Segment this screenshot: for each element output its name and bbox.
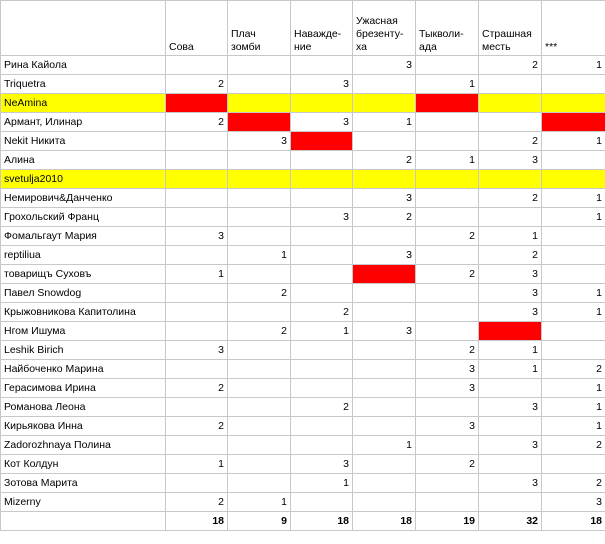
score-cell[interactable]: 2 [166, 113, 228, 132]
table-row [1, 132, 605, 151]
table-row [1, 303, 605, 322]
score-cell[interactable]: 1 [479, 360, 542, 379]
score-cell[interactable] [291, 284, 353, 303]
score-cell[interactable] [291, 189, 353, 208]
score-cell[interactable] [542, 341, 605, 360]
score-cell[interactable] [166, 246, 228, 265]
table-row [1, 170, 605, 189]
score-cell[interactable] [416, 208, 479, 227]
score-cell[interactable]: 2 [479, 132, 542, 151]
score-cell[interactable] [166, 360, 228, 379]
score-cell[interactable] [542, 322, 605, 341]
score-cell[interactable] [291, 170, 353, 189]
score-cell[interactable]: 2 [479, 56, 542, 75]
score-cell[interactable]: 3 [479, 284, 542, 303]
score-cell[interactable] [479, 455, 542, 474]
score-cell[interactable]: 2 [416, 455, 479, 474]
table-row [1, 474, 605, 493]
table-row [1, 75, 605, 94]
participant-name-cell[interactable]: Павел Snowdog [1, 284, 166, 303]
score-cell[interactable]: 1 [542, 417, 605, 436]
score-cell[interactable]: 3 [166, 227, 228, 246]
score-cell[interactable] [166, 303, 228, 322]
header-cell-corner[interactable] [1, 1, 166, 56]
score-cell[interactable] [228, 208, 291, 227]
score-cell[interactable]: 2 [416, 341, 479, 360]
participant-name-cell[interactable]: Крыжовникова Капитолина [1, 303, 166, 322]
score-cell[interactable]: 3 [353, 189, 416, 208]
score-cell[interactable] [166, 94, 228, 113]
score-cell[interactable] [228, 303, 291, 322]
participant-name-cell[interactable]: NeAmina [1, 94, 166, 113]
table-row [1, 151, 605, 170]
score-cell[interactable] [228, 436, 291, 455]
score-cell[interactable]: 3 [228, 132, 291, 151]
score-cell[interactable] [479, 208, 542, 227]
score-cell[interactable] [416, 474, 479, 493]
score-cell[interactable]: 2 [291, 303, 353, 322]
table-row [1, 208, 605, 227]
score-cell[interactable] [291, 379, 353, 398]
score-cell[interactable] [353, 75, 416, 94]
score-cell[interactable] [542, 227, 605, 246]
score-cell[interactable]: 1 [353, 436, 416, 455]
column-header-cell[interactable]: Страшная месть [479, 1, 542, 56]
score-cell[interactable]: 3 [353, 246, 416, 265]
table-row [1, 436, 605, 455]
score-cell[interactable] [228, 170, 291, 189]
score-cell[interactable] [228, 360, 291, 379]
score-cell[interactable] [542, 265, 605, 284]
score-cell[interactable] [228, 94, 291, 113]
table-row [1, 360, 605, 379]
total-cell[interactable]: 18 [291, 512, 353, 531]
score-cell[interactable] [416, 170, 479, 189]
column-header-cell[interactable]: Тыкволи-ада [416, 1, 479, 56]
total-cell[interactable]: 18 [353, 512, 416, 531]
table-row [1, 455, 605, 474]
score-cell[interactable] [479, 493, 542, 512]
participant-name-cell[interactable]: Немирович&Данченко [1, 189, 166, 208]
score-cell[interactable] [542, 75, 605, 94]
score-cell[interactable] [479, 170, 542, 189]
score-cell[interactable]: 3 [353, 322, 416, 341]
column-header-cell[interactable]: Ужасная брезенту-ха [353, 1, 416, 56]
score-cell[interactable] [291, 341, 353, 360]
participant-name-cell[interactable]: Нгом Ишума [1, 322, 166, 341]
table-row [1, 322, 605, 341]
table-row [1, 56, 605, 75]
total-cell[interactable]: 32 [479, 512, 542, 531]
participant-name-cell[interactable]: Романова Леона [1, 398, 166, 417]
score-cell[interactable] [166, 170, 228, 189]
score-cell[interactable]: 3 [291, 75, 353, 94]
table-row [1, 379, 605, 398]
score-cell[interactable] [166, 208, 228, 227]
score-cell[interactable] [166, 56, 228, 75]
participant-name-cell[interactable]: Фомальгаут Мария [1, 227, 166, 246]
score-cell[interactable] [416, 94, 479, 113]
table-row [1, 189, 605, 208]
participant-name-cell[interactable]: Кирьякова Инна [1, 417, 166, 436]
score-cell[interactable] [479, 379, 542, 398]
score-cell[interactable] [416, 436, 479, 455]
score-cell[interactable] [542, 170, 605, 189]
score-cell[interactable]: 3 [416, 379, 479, 398]
score-cell[interactable] [353, 455, 416, 474]
score-cell[interactable] [353, 265, 416, 284]
score-cell[interactable] [166, 322, 228, 341]
score-cell[interactable] [542, 151, 605, 170]
score-cell[interactable] [479, 417, 542, 436]
score-cell[interactable] [479, 94, 542, 113]
table-row [1, 265, 605, 284]
participant-name-cell[interactable]: Зотова Марита [1, 474, 166, 493]
participant-name-cell[interactable]: Найбоченко Марина [1, 360, 166, 379]
column-header-cell[interactable]: *** [542, 1, 605, 56]
score-cell[interactable]: 2 [353, 208, 416, 227]
score-cell[interactable] [479, 322, 542, 341]
score-cell[interactable]: 1 [542, 398, 605, 417]
score-cell[interactable]: 1 [291, 474, 353, 493]
total-cell[interactable]: 9 [228, 512, 291, 531]
score-cell[interactable]: 2 [291, 398, 353, 417]
table-row [1, 113, 605, 132]
score-cell[interactable]: 2 [479, 189, 542, 208]
total-cell[interactable]: 18 [542, 512, 605, 531]
score-cell[interactable] [291, 56, 353, 75]
score-cell[interactable] [353, 398, 416, 417]
score-cell[interactable] [353, 303, 416, 322]
score-cell[interactable]: 3 [291, 455, 353, 474]
score-cell[interactable] [291, 227, 353, 246]
score-cell[interactable]: 1 [542, 56, 605, 75]
score-cell[interactable]: 1 [479, 341, 542, 360]
score-cell[interactable]: 3 [353, 56, 416, 75]
table-row [1, 417, 605, 436]
score-cell[interactable]: 3 [479, 265, 542, 284]
table-row [1, 398, 605, 417]
score-cell[interactable]: 3 [166, 341, 228, 360]
score-cell[interactable]: 1 [291, 322, 353, 341]
score-cell[interactable]: 2 [542, 360, 605, 379]
score-cell[interactable]: 2 [166, 493, 228, 512]
score-cell[interactable]: 3 [416, 417, 479, 436]
score-cell[interactable] [416, 246, 479, 265]
score-cell[interactable]: 2 [166, 75, 228, 94]
score-cell[interactable]: 1 [166, 265, 228, 284]
participant-name-cell[interactable]: Алина [1, 151, 166, 170]
participant-name-cell[interactable]: Triquetra [1, 75, 166, 94]
score-cell[interactable]: 3 [416, 360, 479, 379]
column-header-cell[interactable]: Плач зомби [228, 1, 291, 56]
score-cell[interactable] [291, 265, 353, 284]
participant-name-cell[interactable]: Грохольский Франц [1, 208, 166, 227]
score-cell[interactable] [228, 151, 291, 170]
score-cell[interactable]: 1 [542, 284, 605, 303]
score-cell[interactable] [353, 379, 416, 398]
score-cell[interactable] [353, 284, 416, 303]
participant-name-cell[interactable]: Армант, Илинар [1, 113, 166, 132]
score-cell[interactable] [291, 132, 353, 151]
score-cell[interactable]: 2 [166, 417, 228, 436]
column-header-cell[interactable]: Сова [166, 1, 228, 56]
score-cell[interactable]: 3 [479, 436, 542, 455]
table-row [1, 94, 605, 113]
score-cell[interactable] [291, 417, 353, 436]
score-cell[interactable]: 1 [479, 227, 542, 246]
table-row [1, 227, 605, 246]
table-row [1, 341, 605, 360]
score-cell[interactable] [228, 455, 291, 474]
score-cell[interactable] [542, 246, 605, 265]
participant-name-cell[interactable]: Кот Колдун [1, 455, 166, 474]
score-cell[interactable]: 1 [542, 303, 605, 322]
score-cell[interactable]: 1 [166, 455, 228, 474]
score-cell[interactable]: 2 [479, 246, 542, 265]
score-cell[interactable]: 1 [228, 246, 291, 265]
score-cell[interactable] [166, 436, 228, 455]
score-cell[interactable] [542, 113, 605, 132]
score-cell[interactable] [291, 94, 353, 113]
score-cell[interactable] [416, 493, 479, 512]
score-cell[interactable]: 3 [479, 303, 542, 322]
score-cell[interactable]: 2 [228, 284, 291, 303]
score-cell[interactable]: 1 [542, 208, 605, 227]
total-cell[interactable]: 19 [416, 512, 479, 531]
participant-name-cell[interactable]: товарищъ Суховъ [1, 265, 166, 284]
score-cell[interactable] [416, 398, 479, 417]
score-cell[interactable]: 1 [542, 379, 605, 398]
score-cell[interactable] [353, 493, 416, 512]
score-cell[interactable] [353, 360, 416, 379]
participant-name-cell[interactable]: Рина Кайола [1, 56, 166, 75]
score-cell[interactable]: 3 [291, 113, 353, 132]
score-cell[interactable] [353, 94, 416, 113]
participant-name-cell[interactable]: Nekit Никита [1, 132, 166, 151]
score-cell[interactable] [353, 132, 416, 151]
score-cell[interactable]: 3 [479, 151, 542, 170]
participant-name-cell[interactable]: Герасимова Ирина [1, 379, 166, 398]
score-cell[interactable] [542, 455, 605, 474]
score-cell[interactable] [542, 94, 605, 113]
score-cell[interactable] [353, 227, 416, 246]
score-cell[interactable] [228, 398, 291, 417]
score-cell[interactable] [228, 227, 291, 246]
score-cell[interactable]: 3 [291, 208, 353, 227]
header-row [1, 1, 605, 56]
participant-name-cell[interactable]: reptiliua [1, 246, 166, 265]
table-row [1, 493, 605, 512]
totals-row [1, 512, 605, 531]
totals-label-cell[interactable] [1, 512, 166, 531]
score-cell[interactable] [416, 303, 479, 322]
score-cell[interactable]: 2 [416, 227, 479, 246]
score-cell[interactable] [416, 322, 479, 341]
score-cell[interactable] [353, 341, 416, 360]
score-cell[interactable] [166, 284, 228, 303]
score-cell[interactable] [416, 113, 479, 132]
score-cell[interactable] [353, 170, 416, 189]
score-cell[interactable] [228, 417, 291, 436]
score-cell[interactable] [291, 436, 353, 455]
score-cell[interactable] [228, 113, 291, 132]
score-cell[interactable] [228, 474, 291, 493]
score-cell[interactable] [166, 474, 228, 493]
participant-name-cell[interactable]: Zadorozhnaya Полина [1, 436, 166, 455]
score-cell[interactable] [166, 132, 228, 151]
score-cell[interactable]: 2 [228, 322, 291, 341]
score-cell[interactable] [166, 151, 228, 170]
score-cell[interactable] [416, 284, 479, 303]
score-cell[interactable] [228, 75, 291, 94]
score-cell[interactable]: 2 [416, 265, 479, 284]
table-row [1, 284, 605, 303]
participant-name-cell[interactable]: Leshik Birich [1, 341, 166, 360]
score-cell[interactable]: 2 [166, 379, 228, 398]
score-cell[interactable]: 1 [228, 493, 291, 512]
spreadsheet-body [1, 1, 605, 531]
column-header-cell[interactable]: Наважде-ние [291, 1, 353, 56]
score-cell[interactable] [291, 360, 353, 379]
score-cell[interactable] [228, 341, 291, 360]
score-cell[interactable]: 3 [479, 398, 542, 417]
score-cell[interactable]: 1 [416, 151, 479, 170]
score-cell[interactable] [479, 113, 542, 132]
score-cell[interactable] [479, 75, 542, 94]
score-cell[interactable] [291, 246, 353, 265]
score-cell[interactable] [228, 265, 291, 284]
participant-name-cell[interactable]: Mizerny [1, 493, 166, 512]
score-cell[interactable]: 1 [416, 75, 479, 94]
score-cell[interactable] [291, 151, 353, 170]
score-cell[interactable]: 2 [542, 474, 605, 493]
score-cell[interactable] [228, 56, 291, 75]
score-cell[interactable]: 3 [542, 493, 605, 512]
score-cell[interactable] [416, 132, 479, 151]
score-cell[interactable] [166, 189, 228, 208]
score-cell[interactable] [353, 417, 416, 436]
table-row [1, 246, 605, 265]
participant-name-cell[interactable]: svetulja2010 [1, 170, 166, 189]
score-cell[interactable] [166, 398, 228, 417]
score-cell[interactable]: 1 [353, 113, 416, 132]
score-cell[interactable]: 2 [542, 436, 605, 455]
score-cell[interactable] [416, 56, 479, 75]
score-cell[interactable] [416, 189, 479, 208]
score-cell[interactable]: 1 [542, 189, 605, 208]
score-cell[interactable] [228, 189, 291, 208]
score-cell[interactable]: 1 [542, 132, 605, 151]
score-cell[interactable] [353, 474, 416, 493]
score-cell[interactable] [228, 379, 291, 398]
score-cell[interactable]: 2 [353, 151, 416, 170]
score-cell[interactable]: 3 [479, 474, 542, 493]
score-cell[interactable] [291, 493, 353, 512]
total-cell[interactable]: 18 [166, 512, 228, 531]
